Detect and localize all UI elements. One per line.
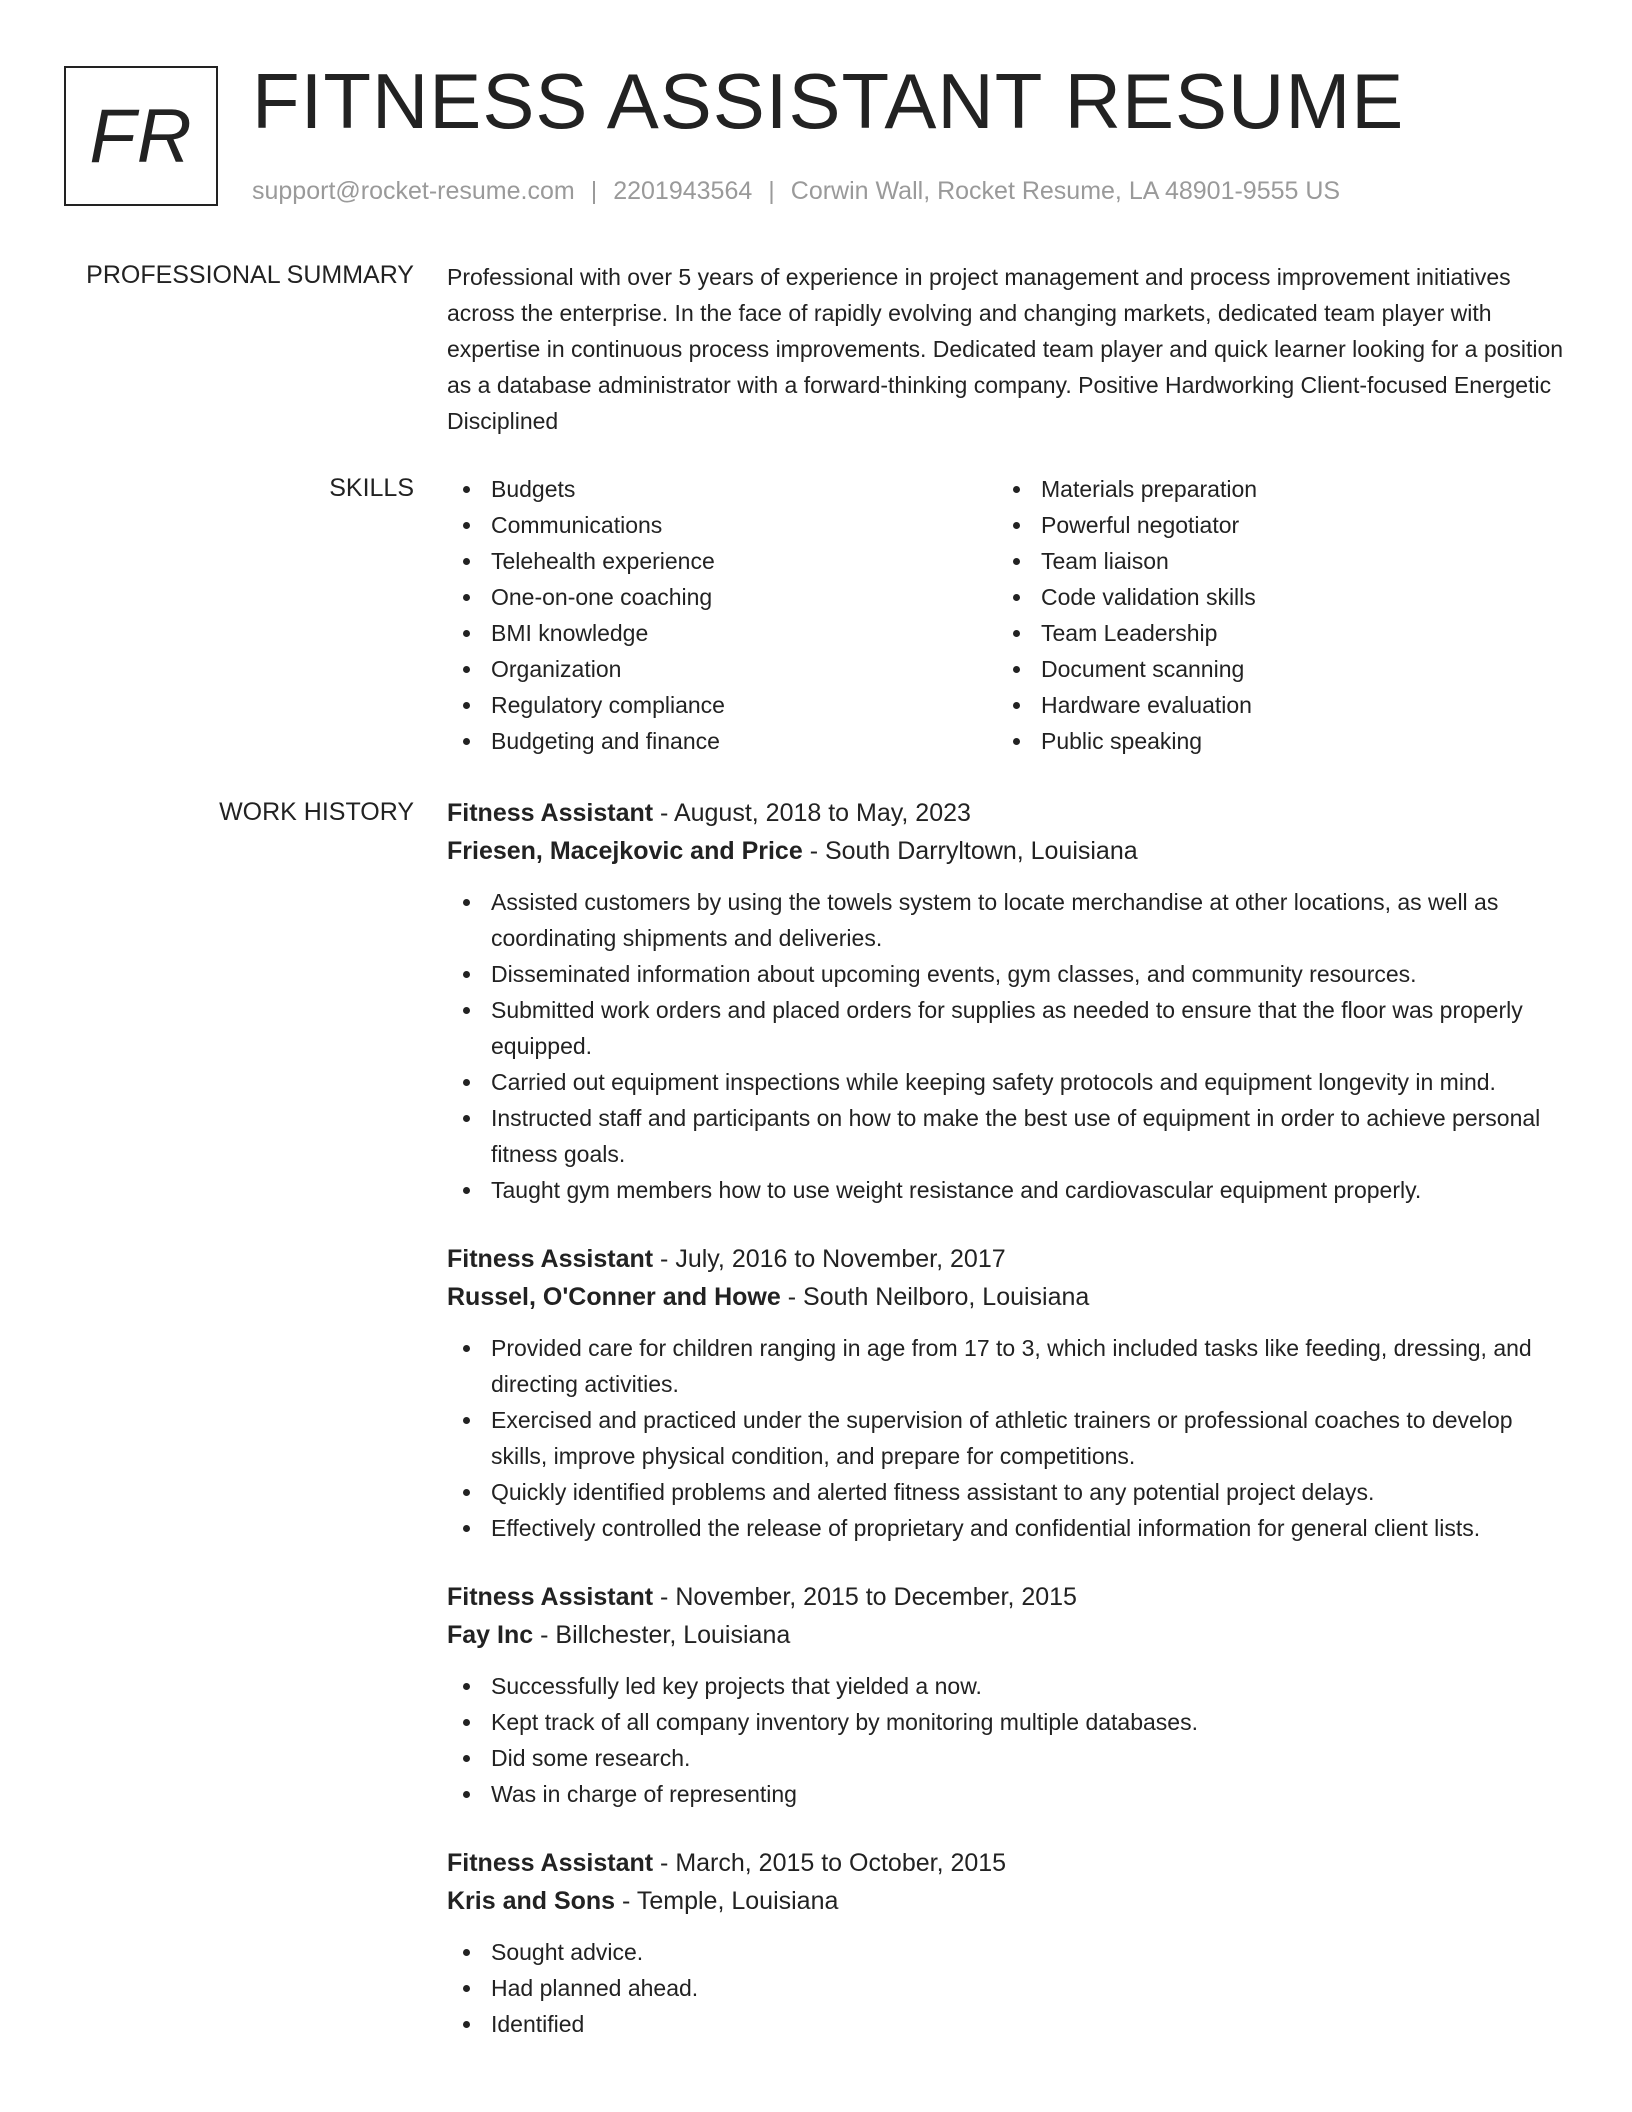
- job-bullet: Provided care for children ranging in age from 17 to 3, which included tasks like feeding, dressing, and directing activities.: [447, 1330, 1567, 1402]
- job-dash: -: [540, 1621, 549, 1649]
- skill-item: One-on-one coaching: [447, 579, 997, 615]
- job-title: Fitness Assistant: [447, 1245, 654, 1273]
- job-dates: July, 2016 to November, 2017: [675, 1245, 1006, 1273]
- job-entry: [447, 794, 1567, 1208]
- skill-item: Hardware evaluation: [997, 687, 1547, 723]
- skills-list-left: [447, 471, 997, 759]
- monogram-initials: FR: [89, 93, 193, 179]
- skill-item: Regulatory compliance: [447, 687, 997, 723]
- skill-item: Document scanning: [997, 651, 1547, 687]
- work-history-label: WORK HISTORY: [219, 798, 414, 826]
- job-dash: -: [660, 1583, 669, 1611]
- contact-phone: 2201943564: [613, 177, 753, 205]
- job-dash: -: [809, 837, 819, 865]
- job-dates: November, 2015 to December, 2015: [675, 1583, 1077, 1611]
- job-dash: -: [660, 1849, 669, 1877]
- job-bullets: [447, 884, 1567, 1208]
- job-company: Russel, O'Conner and Howe: [447, 1283, 781, 1311]
- skill-item: Powerful negotiator: [997, 507, 1547, 543]
- job-bullet: Exercised and practiced under the supervision of athletic trainers or professional coaches to develop skills, improve physical condition, and prepare for competitions.: [447, 1402, 1567, 1474]
- skill-item: Team Leadership: [997, 615, 1547, 651]
- job-location: South Darryltown, Louisiana: [824, 837, 1138, 865]
- job-company-line: [447, 1278, 1567, 1316]
- job-bullet: Effectively controlled the release of proprietary and confidential information for general client lists.: [447, 1510, 1567, 1546]
- summary-section: [447, 259, 1567, 439]
- skill-item: Telehealth experience: [447, 543, 997, 579]
- skill-item: Communications: [447, 507, 997, 543]
- job-title: Fitness Assistant: [447, 1849, 654, 1877]
- job-title-line: [447, 1578, 1567, 1616]
- job-bullet: Submitted work orders and placed orders for supplies as needed to ensure that the floor was properly equipped.: [447, 992, 1567, 1064]
- job-bullet: Assisted customers by using the towels system to locate merchandise at other locations, as well as coordinating shipments and deliveries.: [447, 884, 1567, 956]
- job-company: Friesen, Macejkovic and Price: [447, 837, 803, 865]
- skills-label: SKILLS: [329, 474, 414, 502]
- job-company: Kris and Sons: [447, 1887, 616, 1915]
- job-title-line: [447, 794, 1567, 832]
- job-location: South Neilboro, Louisiana: [803, 1283, 1090, 1311]
- job-bullet: Identified: [447, 2006, 1567, 2042]
- job-title: Fitness Assistant: [447, 1583, 654, 1611]
- job-bullet: Successfully led key projects that yielded a now.: [447, 1668, 1567, 1704]
- job-bullet: Taught gym members how to use weight resistance and cardiovascular equipment properly.: [447, 1172, 1567, 1208]
- job-bullets: [447, 1668, 1567, 1812]
- job-bullet: Sought advice.: [447, 1934, 1567, 1970]
- skill-item: BMI knowledge: [447, 615, 997, 651]
- job-company: Fay Inc: [447, 1621, 534, 1649]
- work-history-section: [447, 794, 1567, 2074]
- job-bullets: [447, 1934, 1567, 2042]
- job-dash: -: [660, 799, 669, 827]
- job-bullet: Kept track of all company inventory by monitoring multiple databases.: [447, 1704, 1567, 1740]
- skill-item: Materials preparation: [997, 471, 1547, 507]
- job-bullet: Did some research.: [447, 1740, 1567, 1776]
- job-location: Temple, Louisiana: [636, 1887, 839, 1915]
- job-bullet: Carried out equipment inspections while keeping safety protocols and equipment longevity in mind.: [447, 1064, 1567, 1100]
- job-bullets: [447, 1330, 1567, 1546]
- job-entry: [447, 1844, 1567, 2042]
- job-dash: -: [787, 1283, 797, 1311]
- summary-text: Professional with over 5 years of experience in project management and process improvement initiatives across the enterprise. In the face of rapidly evolving and changing markets, dedicated team player with expertise in continuous process improvements. Dedicated team player and quick learner looking for a position as a database administrator with a forward-thinking company. Positive Hardworking Client-focused Energetic Disciplined: [447, 264, 1564, 434]
- contact-line: [252, 172, 1340, 210]
- job-title-line: [447, 1240, 1567, 1278]
- job-bullet: Disseminated information about upcoming events, gym classes, and community resources.: [447, 956, 1567, 992]
- job-dates: March, 2015 to October, 2015: [675, 1849, 1007, 1877]
- contact-address: Corwin Wall, Rocket Resume, LA 48901-9555 US: [790, 177, 1341, 205]
- skills-section: [447, 471, 1567, 759]
- contact-email: support@rocket-resume.com: [252, 177, 575, 205]
- skill-item: Public speaking: [997, 723, 1547, 759]
- job-company-line: [447, 1882, 1567, 1920]
- job-title: Fitness Assistant: [447, 799, 654, 827]
- job-bullet: Instructed staff and participants on how to make the best use of equipment in order to achieve personal fitness goals.: [447, 1100, 1567, 1172]
- job-title-line: [447, 1844, 1567, 1882]
- job-bullet: Had planned ahead.: [447, 1970, 1567, 2006]
- job-dates: August, 2018 to May, 2023: [673, 799, 971, 827]
- contact-separator: |: [590, 177, 598, 205]
- job-entry: [447, 1578, 1567, 1812]
- job-dash: -: [622, 1887, 631, 1915]
- job-company-line: [447, 832, 1567, 870]
- job-entry: [447, 1240, 1567, 1546]
- monogram-logo: [64, 66, 218, 206]
- skills-list-right: [997, 471, 1547, 759]
- skill-item: Code validation skills: [997, 579, 1547, 615]
- job-bullet: Was in charge of representing: [447, 1776, 1567, 1812]
- job-location: Billchester, Louisiana: [555, 1621, 791, 1649]
- contact-separator: |: [768, 177, 775, 205]
- skill-item: Budgeting and finance: [447, 723, 997, 759]
- summary-label: PROFESSIONAL SUMMARY: [86, 261, 414, 289]
- skill-item: Budgets: [447, 471, 997, 507]
- skill-item: Organization: [447, 651, 997, 687]
- job-company-line: [447, 1616, 1567, 1654]
- skill-item: Team liaison: [997, 543, 1547, 579]
- resume-title: FITNESS ASSISTANT RESUME: [252, 57, 1405, 145]
- job-dash: -: [660, 1245, 669, 1273]
- job-bullet: Quickly identified problems and alerted fitness assistant to any potential project delays.: [447, 1474, 1567, 1510]
